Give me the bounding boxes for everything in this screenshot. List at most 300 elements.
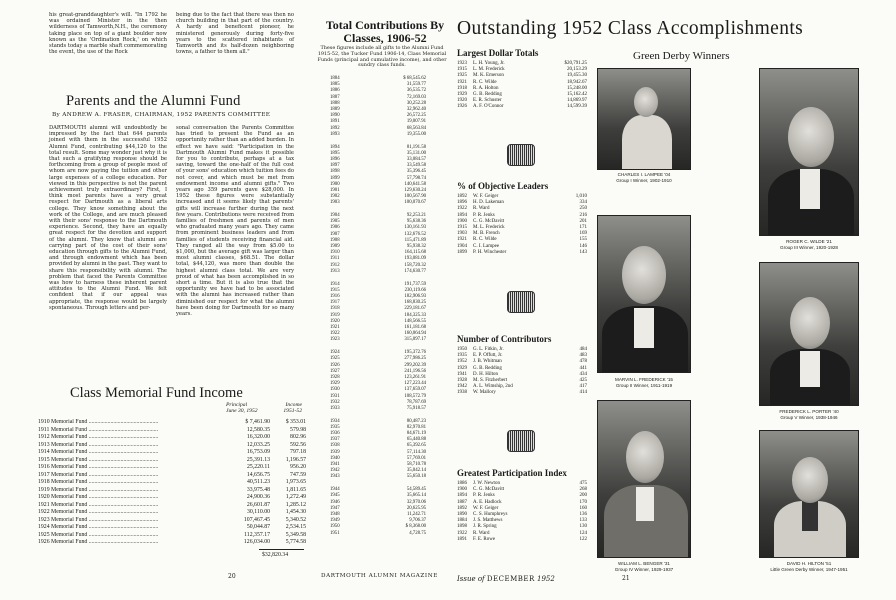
contribution-amount: 108,572.79 [404, 393, 426, 399]
contribution-amount: 78,787.69 [406, 399, 426, 405]
caption-group: Group II Winner, 1911-1919 [615, 382, 673, 388]
largest-agent: G. B. Redding [473, 92, 502, 98]
contributions-title: Total Contributions By Classes, 1906-52 [325, 18, 445, 45]
contribution-amount: 161,181.68 [404, 325, 426, 331]
contribution-class-year: 1913 [330, 268, 340, 274]
participation-value: 124 [579, 530, 587, 536]
memorial-row [38, 509, 306, 517]
contributors-class-year: 1941 [457, 371, 467, 377]
contribution-class-year: 1922 [330, 331, 340, 337]
objective-agent: P. R. Jenks [473, 212, 495, 218]
contribution-amount: 19,355.00 [406, 131, 426, 137]
objective-value: 155 [579, 237, 587, 243]
largest-value: 19,455.30 [567, 73, 587, 79]
contributors-value: 417 [579, 384, 587, 390]
caption-frederick [592, 377, 696, 388]
income-header: Income [285, 402, 302, 408]
memorial-principal: 33,975.48 [246, 486, 270, 493]
contributors-agent: M. S. Fitzherbert [473, 378, 508, 384]
contribution-amount: 137,659.07 [404, 387, 426, 393]
memorial-fund-name: 1912 Memorial Fund ................................................ [38, 434, 159, 440]
memorial-principal: 30,110.00 [247, 509, 270, 515]
memorial-principal: 50,044.87 [246, 524, 270, 530]
largest-value: 18,942.67 [567, 79, 587, 85]
contribution-amount: 100,070.67 [404, 200, 426, 206]
contribution-class-year: 1908 [330, 237, 340, 243]
contribution-amount: 20,625.95 [406, 505, 426, 511]
contribution-class-year: 1944 [330, 487, 340, 493]
participation-class-year: 1891 [457, 536, 467, 542]
contribution-amount: 65,440.88 [406, 437, 426, 443]
contribution-amount: 11,242.71 [406, 512, 426, 517]
contribution-class-year: 1897 [330, 163, 340, 169]
contribution-class-year: 1951 [330, 530, 340, 536]
contributors-value: 484 [579, 347, 587, 352]
memorial-principal: 107,467.45 [243, 516, 270, 523]
contribution-class-year: 1905 [330, 219, 340, 225]
memorial-principal: 14,656.75 [246, 471, 270, 478]
contribution-amount: $ 8,368.00 [405, 524, 426, 530]
contribution-amount: 148,566.55 [404, 318, 426, 324]
contribution-group [330, 419, 426, 481]
memorial-income: 956.20 [290, 464, 306, 470]
caption-hilton [754, 561, 864, 572]
left-page-number: 20 [228, 573, 236, 580]
participation-class-year: 1890 [457, 512, 467, 518]
memorial-principal: 16,753.09 [246, 449, 270, 455]
contributors-agent: G. L. Fitkin, Jr. [473, 347, 504, 352]
contribution-class-year: 1904 [330, 213, 340, 219]
contribution-group [330, 76, 426, 138]
memorial-fund-name: 1916 Memorial Fund ................................................ [38, 464, 159, 470]
objective-agent: M. B. French [473, 231, 500, 237]
contribution-class-year: 1929 [330, 381, 340, 387]
contribution-amount: 33,084.57 [406, 156, 426, 162]
memorial-income: 1,811.65 [285, 486, 306, 493]
contributors-class-year: 1952 [457, 359, 467, 365]
contribution-amount: 72,169.03 [406, 94, 426, 100]
largest-table [457, 61, 587, 111]
contributors-value: 434 [579, 371, 587, 377]
contribution-amount: 132,676.52 [404, 231, 426, 237]
memorial-income: 5,340.52 [285, 516, 306, 523]
contribution-class-year: 1912 [330, 262, 340, 268]
memorial-principal: 12,033.25 [246, 441, 270, 448]
caption-name: MARVIN L. FREDERICK '15 [615, 377, 673, 382]
objective-class-year: 1896 [457, 200, 467, 206]
memorial-principal: 126,034.00 [243, 539, 270, 545]
intro-column-1: his great-granddaughter's will. "In 1792 he was ordained Minister in the then wilderness of Tamworth,N.H., the ceremony taking place on top of a giant boulder now known as the 'Ordination Rock,' on which stands today a marble shaft commemorating the event, the use of the Rock [49, 12, 167, 56]
memorial-income: 5,774.58 [285, 539, 306, 545]
participation-value: 268 [579, 487, 587, 493]
alumni-fund-seal-icon [507, 430, 535, 452]
contributors-agent: E. P. Offutt, Jr. [473, 353, 503, 359]
largest-value: $20,791.25 [564, 61, 587, 66]
contribution-class-year: 1921 [330, 325, 340, 331]
contribution-class-year: 1888 [330, 100, 340, 106]
objective-agent: C. I. Lampee [473, 243, 500, 249]
contribution-amount: 164,115.68 [404, 250, 426, 256]
contribution-class-year: 1894 [330, 144, 340, 150]
photo-lampee [597, 68, 691, 170]
contributors-entry [457, 390, 496, 396]
objective-agent: C. G. McDavitt [473, 218, 505, 224]
memorial-row [38, 434, 306, 442]
contribution-amount: 35,396.45 [406, 169, 426, 175]
memorial-income: 797.18 [290, 449, 306, 455]
contribution-amount: 241,196.56 [404, 368, 426, 374]
contribution-class-year: 1890 [330, 113, 340, 119]
contribution-class-year: 1933 [330, 405, 340, 411]
contribution-amount: 75,918.57 [406, 405, 426, 411]
memorial-row [38, 479, 306, 487]
contributors-value: 425 [579, 378, 587, 384]
memorial-row [38, 472, 306, 480]
income-subheader: 1951-52 [283, 408, 302, 415]
participation-entry [457, 537, 495, 543]
objective-value: 334 [579, 200, 587, 206]
memorial-total: $32,820.34 [262, 552, 289, 558]
contribution-class-year: 1895 [330, 150, 340, 156]
participation-agent: C. G. McDavitt [473, 487, 505, 493]
contribution-class-year: 1886 [330, 88, 340, 94]
contribution-amount: 68,563.84 [406, 125, 426, 131]
memorial-fund-name: 1923 Memorial Fund ................................................ [38, 516, 159, 523]
contribution-amount: 168,830.25 [404, 300, 426, 306]
contribution-class-year: 1907 [330, 231, 340, 237]
memorial-principal: 12,580.35 [246, 426, 270, 433]
contribution-class-year: 1926 [330, 362, 340, 368]
intro-column-2: being due to the fact that there was then no church building in that part of the country. A hardy and beneficent pioneer, he ministered generously during forty-five years to the scattered inhabitants of Tamworth and its half-dozen neighboring towns, a father to them all." [176, 12, 294, 56]
contribution-amount: 140,641.58 [404, 181, 426, 187]
contribution-class-year: 1900 [330, 181, 340, 187]
participation-value: 200 [579, 493, 587, 499]
objective-class-year: 1894 [457, 212, 467, 218]
objective-agent: R. C. Wilde [473, 237, 497, 243]
contribution-class-year: 1901 [330, 187, 340, 193]
caption-group: Little Green Derby Winner, 1947-1951 [770, 566, 848, 572]
contributors-agent: J. B. Whitman [473, 359, 502, 365]
contribution-amount: 84,671.19 [406, 431, 426, 437]
contribution-amount: 130,161.93 [404, 225, 426, 231]
memorial-principal: 25,220.11 [247, 464, 270, 470]
contribution-class-year: 1891 [330, 119, 340, 125]
contribution-class-year: 1937 [330, 437, 340, 443]
memorial-row [38, 539, 306, 547]
contribution-amount: 123,261.91 [404, 374, 426, 380]
objective-class-year: 1904 [457, 243, 467, 249]
largest-agent: L. M. Frederick [473, 67, 505, 73]
contribution-class-year: 1949 [330, 518, 340, 524]
memorial-income: 747.59 [290, 471, 306, 478]
contribution-amount: 195,372.76 [404, 350, 426, 356]
contributors-class-year: 1938 [457, 390, 467, 396]
contribution-amount: 299,202.39 [404, 362, 426, 368]
participation-value: 136 [579, 512, 587, 518]
issue-month: DECEMBER [486, 575, 535, 583]
memorial-header [226, 402, 302, 414]
memorial-row [38, 517, 306, 525]
contribution-row [330, 337, 426, 343]
caption-lampee [597, 172, 691, 183]
participation-value: 170 [579, 499, 587, 505]
objective-class-year: 1915 [457, 225, 467, 231]
contribution-amount: 55,650.18 [406, 474, 426, 480]
participation-row [457, 537, 587, 543]
objective-value: 169 [579, 231, 587, 237]
memorial-fund-name: 1914 Memorial Fund ................................................ [38, 449, 159, 455]
contribution-class-year: 1902 [330, 194, 340, 200]
contribution-class-year: 1914 [330, 281, 340, 287]
contribution-amount: 33,549.58 [406, 163, 426, 169]
contribution-amount: 35,665.14 [406, 493, 426, 499]
photo-wilde [759, 68, 859, 236]
largest-agent: L. H. Young, Jr. [473, 61, 505, 66]
contribution-class-year: 1884 [330, 76, 340, 81]
memorial-row [38, 457, 306, 465]
memorial-income: 1,454.30 [285, 509, 306, 515]
contribution-amount: 160,064.94 [404, 331, 426, 337]
caption-name: ROGER C. WILDE '21 [786, 239, 832, 244]
objective-value: 143 [579, 249, 587, 255]
contributors-title: Number of Contributors [457, 334, 552, 344]
largest-class-year: 1918 [457, 85, 467, 91]
contributors-table [457, 347, 587, 397]
contribution-amount: 115,471.89 [404, 237, 426, 243]
objective-value: 216 [579, 212, 587, 218]
participation-agent: F. E. Rowe [473, 536, 496, 542]
objective-value: 146 [579, 243, 587, 249]
contribution-group [330, 350, 426, 412]
participation-agent: C. S. Humphreys [473, 512, 508, 518]
contribution-class-year: 1915 [330, 287, 340, 293]
contribution-class-year: 1941 [330, 462, 340, 468]
issue-footer [457, 575, 555, 583]
contribution-amount: 57,769.01 [406, 455, 426, 461]
photo-hilton [759, 430, 859, 558]
contribution-class-year: 1946 [330, 499, 340, 505]
objective-entry [457, 250, 506, 256]
memorial-row [38, 427, 306, 435]
contribution-amount: 65,392.65 [406, 443, 426, 449]
objective-row [457, 250, 587, 256]
contribution-class-year: 1916 [330, 294, 340, 299]
contribution-amount: 158,720.32 [404, 262, 426, 268]
contribution-class-year: 1947 [330, 505, 340, 511]
contribution-class-year: 1899 [330, 175, 340, 181]
caption-group: Group V Winner, 1938-1946 [780, 414, 838, 420]
contributors-class-year: 1942 [457, 384, 467, 390]
contribution-amount: 32,962.40 [406, 107, 426, 113]
largest-agent: A. F. O'Connor [473, 104, 504, 110]
memorial-fund-name: 1913 Memorial Fund ................................................ [38, 441, 159, 448]
largest-class-year: 1923 [457, 61, 467, 66]
caption-benger [592, 561, 696, 572]
participation-agent: A. E. Hadlock [473, 499, 502, 505]
memorial-income: 802.96 [290, 434, 306, 440]
article-body-column-2: sonal conversation the Parents Committee has tried to present the Fund as an opportunity rather than an added burden. In effect we have said: "Participation in the Dartmouth Alumni Fund makes it possible for you to contribute, perhaps at a tax saving, toward the one-half of the full cost of your sons' education which tuition fees do not cover, and which must be met from endowment income and alumni gifts." Two years ago 359 parents gave $28,000. In 1952 these figures were substantially increased and it seems likely that parents' gifts will increase further during the next few years. Contributions were received from families of freshmen and parents of men who graduated many years ago. They came from prominent business leaders and from families of students receiving financial aid. They ranged all the way from $5.00 to $1,000, but the average gift was larger than most alumni classes, $68.51. The dollar total, $44,120, was more than double the highest alumni class total. We are very proud of what has been accomplished in so short a time. But it is also true that the opportunity we have had to be associated with the alumni has increased rather than diminished our respect for what the alumni have been doing for Dartmouth for so many years. [176, 125, 294, 318]
contribution-amount: 184,325.33 [404, 312, 426, 318]
contributors-value: 414 [579, 390, 587, 396]
memorial-row [38, 449, 306, 457]
participation-agent: R. Ward [473, 530, 490, 536]
objective-agent: M. L. Frederick [473, 225, 505, 231]
contribution-amount: 82,970.81 [406, 424, 426, 430]
contribution-class-year: 1898 [330, 169, 340, 175]
objective-value: 250 [579, 206, 587, 212]
contribution-class-year: 1932 [330, 399, 340, 405]
contribution-row [330, 200, 426, 206]
contribution-amount: 100,567.90 [404, 194, 426, 200]
contribution-class-year: 1917 [330, 300, 340, 306]
objective-agent: W. F. Geiger [473, 194, 499, 199]
contribution-amount: 174,630.77 [404, 268, 426, 274]
contributors-class-year: 1928 [457, 378, 467, 384]
participation-class-year: 1922 [457, 530, 467, 536]
caption-name: FREDERICK L. PORTER '40 [779, 409, 839, 414]
largest-agent: M. K. Emerson [473, 73, 504, 79]
memorial-fund-name: 1915 Memorial Fund ................................................ [38, 456, 159, 463]
contribution-class-year: 1919 [330, 312, 340, 318]
contribution-class-year: 1945 [330, 493, 340, 499]
memorial-income: 592.56 [290, 441, 306, 448]
participation-class-year: 1900 [457, 487, 467, 493]
contribution-amount: 30,252.28 [406, 100, 426, 106]
contributors-class-year: 1935 [457, 353, 467, 359]
participation-class-year: 1898 [457, 524, 467, 530]
objective-title: % of Objective Leaders [457, 181, 549, 191]
memorial-fund-name: 1926 Memorial Fund ................................................ [38, 539, 159, 545]
largest-value: 20,153.29 [567, 67, 587, 73]
contribution-amount: 193,081.09 [404, 256, 426, 262]
caption-wilde [759, 239, 859, 250]
contribution-group [330, 487, 426, 537]
byline: By ANDREW A. FRASER, CHAIRMAN, 1952 PARENTS COMMITTEE [52, 112, 271, 118]
memorial-fund-name: 1920 Memorial Fund ................................................ [38, 494, 159, 500]
contribution-class-year: 1925 [330, 356, 340, 362]
participation-agent: J. S. Matthews [473, 518, 503, 524]
contribution-amount: 229,181.67 [404, 306, 426, 312]
contribution-class-year: 1939 [330, 449, 340, 455]
objective-table [457, 194, 587, 256]
photo-benger [597, 400, 691, 558]
contribution-class-year: 1906 [330, 225, 340, 231]
contribution-class-year: 1934 [330, 418, 340, 424]
memorial-title: Class Memorial Fund Income [70, 385, 243, 401]
memorial-fund-name: 1911 Memorial Fund ................................................ [38, 426, 159, 433]
objective-value: 201 [579, 218, 587, 224]
contribution-amount: 58,710.78 [406, 462, 426, 468]
contributors-class-year: 1929 [457, 365, 467, 371]
participation-agent: J. W. Newton [473, 481, 500, 486]
contribution-amount: 32,970.06 [406, 499, 426, 505]
contribution-amount: 35,042.14 [406, 468, 426, 474]
contributors-value: 483 [579, 353, 587, 359]
principal-header: Principal [226, 402, 248, 408]
principal-subheader: June 30, 1952 [226, 408, 258, 415]
issue-prefix: Issue of [457, 575, 485, 583]
contribution-row [330, 132, 426, 138]
objective-class-year: 1900 [457, 218, 467, 224]
memorial-fund-name: 1921 Memorial Fund ................................................ [38, 501, 159, 508]
photo-frederick [597, 215, 691, 373]
contribution-amount: 19,007.91 [406, 119, 426, 125]
objective-class-year: 1921 [457, 237, 467, 243]
memorial-total-rule [259, 549, 304, 550]
contribution-amount: 191,737.59 [404, 281, 426, 287]
contributors-class-year: 1950 [457, 347, 467, 352]
contributors-value: 478 [579, 359, 587, 365]
alumni-fund-seal-icon [507, 144, 535, 166]
caption-group: Group I Winner, 1902-1910 [616, 177, 672, 183]
contribution-row [330, 531, 426, 537]
caption-name: DAVID H. HILTON '51 [786, 561, 832, 566]
contribution-class-year: 1893 [330, 131, 340, 137]
contribution-amount: 57,798.74 [406, 175, 426, 181]
memorial-table [38, 419, 306, 547]
contribution-amount: 315,097.17 [404, 337, 426, 343]
contributions-description: These figures include all gifts to the Alumni Fund 1915-52, the Tucker Fund 1906-14, Class Memorial Funds (principal and cumulative income), and other sundry class funds. [317, 45, 447, 69]
largest-value: 14,599.39 [567, 104, 587, 110]
contribution-class-year: 1950 [330, 524, 340, 530]
participation-agent: W. F. Geiger [473, 505, 499, 511]
contribution-amount: 4,728.75 [409, 530, 426, 536]
contributors-agent: G. B. Redding [473, 365, 502, 371]
contribution-group [330, 213, 426, 275]
participation-value: 130 [579, 524, 587, 530]
memorial-fund-name: 1917 Memorial Fund ................................................ [38, 471, 159, 478]
contribution-class-year: 1930 [330, 387, 340, 393]
contribution-amount: $ 68,545.62 [403, 76, 426, 81]
participation-table [457, 481, 587, 543]
memorial-income: 579.98 [290, 426, 306, 433]
memorial-income: 1,272.49 [285, 494, 306, 500]
contribution-amount: 277,986.25 [404, 356, 426, 362]
contribution-amount: 127,223.44 [404, 381, 426, 387]
participation-value: 475 [579, 481, 587, 486]
green-derby-heading: Green Derby Winners [633, 50, 730, 62]
memorial-row [38, 494, 306, 502]
memorial-row [38, 442, 306, 450]
contribution-amount: 182,906.93 [404, 294, 426, 299]
contributors-agent: W. Mallory [473, 390, 496, 396]
contribution-class-year: 1923 [330, 337, 340, 343]
objective-agent: P. H. Winchester [473, 249, 507, 255]
memorial-principal: 112,357.17 [244, 531, 270, 538]
contribution-class-year: 1903 [330, 200, 340, 206]
largest-class-year: 1926 [457, 104, 467, 110]
memorial-principal: 26,601.87 [246, 501, 270, 508]
accomplishments-title: Outstanding 1952 Class Accomplishments [457, 18, 804, 39]
issue-year: 1952 [537, 575, 555, 583]
contributions-table [330, 76, 426, 543]
memorial-income: $ 353.01 [285, 419, 306, 425]
contribution-amount: 57,114.30 [406, 449, 426, 455]
participation-class-year: 1886 [457, 481, 467, 486]
caption-group: Group IV Winner, 1929-1937 [614, 566, 674, 572]
participation-agent: P. R. Jenks [473, 493, 495, 499]
participation-value: 133 [579, 518, 587, 524]
objective-class-year: 1922 [457, 206, 467, 212]
largest-class-year: 1915 [457, 67, 467, 73]
objective-class-year: 1892 [457, 194, 467, 199]
contribution-class-year: 1909 [330, 244, 340, 250]
contribution-class-year: 1920 [330, 318, 340, 324]
contribution-class-year: 1896 [330, 156, 340, 162]
memorial-row [38, 487, 306, 495]
memorial-principal: $ 7,461.90 [245, 419, 270, 425]
memorial-row [38, 524, 306, 532]
